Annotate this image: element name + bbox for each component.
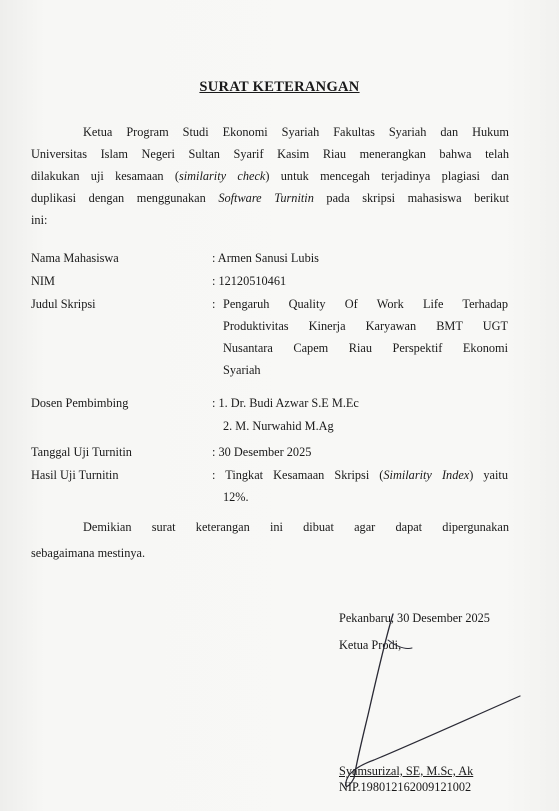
signature-stroke-1 (354, 614, 393, 778)
judul-line-1: Pengaruh Quality Of Work Life Terhadap (223, 297, 508, 311)
software-turnitin-term: Software Turnitin (218, 191, 314, 205)
intro-line-5: ini: (31, 213, 48, 227)
intro-line-4-b: pada skripsi mahasiswa berikut (313, 191, 509, 205)
dosen-value-1: : 1. Dr. Budi Azwar S.E M.Ec (212, 396, 359, 410)
similarity-index-term: Similarity Index (383, 468, 470, 482)
intro-line-3-b: ) untuk mencegah terjadinya plagiasi dan (265, 169, 509, 183)
judul-line-4: Syariah (223, 363, 261, 377)
tanggal-label: Tanggal Uji Turnitin (31, 445, 132, 459)
tanggal-value: : 30 Desember 2025 (212, 445, 312, 459)
intro-line-1: Ketua Program Studi Ekonomi Syariah Fakultas Syariah dan Hukum (83, 125, 509, 139)
closing-line-2: sebagaimana mestinya. (31, 546, 146, 560)
signatory-nip: NIP.198012162009121002 (339, 780, 472, 794)
nama-value: : Armen Sanusi Lubis (212, 251, 319, 265)
nim-label: NIM (31, 274, 55, 288)
closing-line-1: Demikian surat keterangan ini dibuat agar dapat dipergunakan (83, 520, 509, 534)
judul-label: Judul Skripsi (31, 297, 96, 311)
intro-line-3-a: dilakukan uji kesamaan ( (31, 169, 179, 183)
hasil-line-1-a: : Tingkat Kesamaan Skripsi ( (212, 468, 384, 482)
judul-separator: : (212, 297, 216, 311)
judul-line-3: Nusantara Capem Riau Perspektif Ekonomi (223, 341, 508, 355)
judul-line-2: Produktivitas Kinerja Karyawan BMT UGT (223, 319, 508, 333)
hasil-line-1-b: ) yaitu (469, 468, 509, 482)
dosen-label: Dosen Pembimbing (31, 396, 129, 410)
signatory-name: Syamsurizal, SE, M.Sc, Ak (339, 764, 474, 778)
signature-place-date: Pekanbaru, 30 Desember 2025 (339, 611, 490, 625)
hasil-label: Hasil Uji Turnitin (31, 468, 119, 482)
hasil-line-2: 12%. (223, 490, 249, 504)
document-title: SURAT KETERANGAN (199, 79, 360, 95)
signature-stroke-3 (388, 640, 412, 649)
intro-line-4-a: duplikasi dengan menggunakan (31, 191, 219, 205)
dosen-value-2: 2. M. Nurwahid M.Ag (223, 419, 334, 433)
similarity-check-term: similarity check (178, 169, 266, 183)
nim-value: : 12120510461 (212, 274, 287, 288)
nama-label: Nama Mahasiswa (31, 251, 119, 265)
signature-position: Ketua Prodi, (339, 638, 402, 652)
intro-line-2: Universitas Islam Negeri Sultan Syarif Kasim Riau menerangkan bahwa telah (31, 147, 509, 161)
